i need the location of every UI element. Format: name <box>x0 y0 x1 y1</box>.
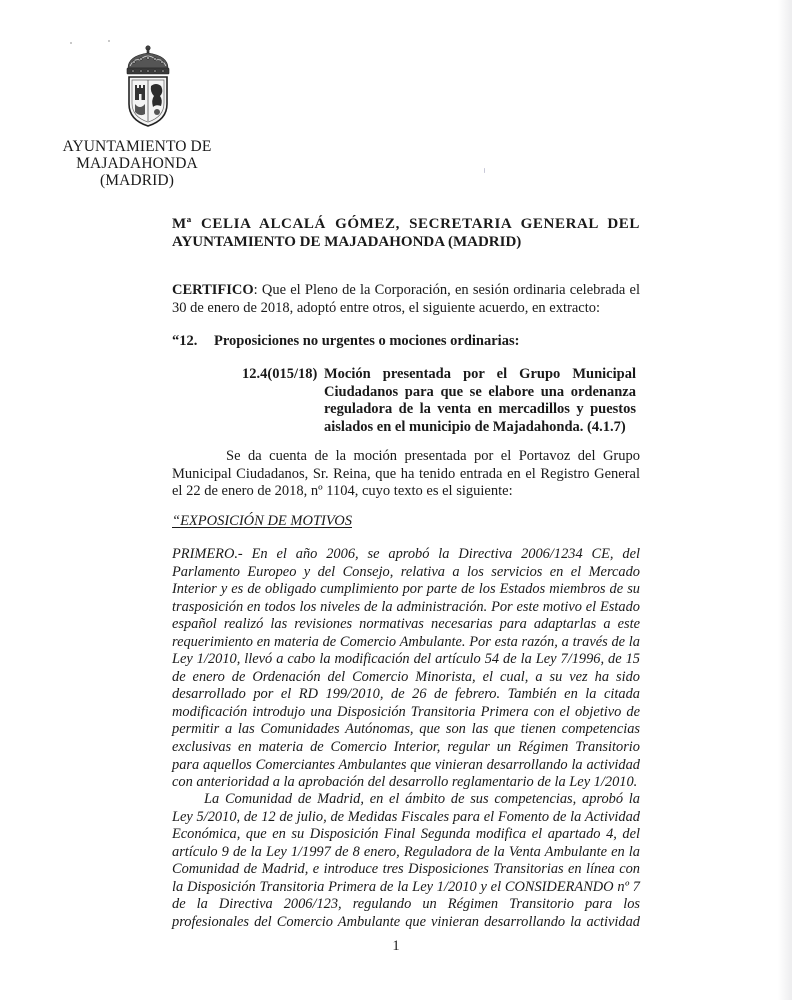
coat-of-arms-icon <box>120 44 176 128</box>
certifico-paragraph <box>172 282 640 317</box>
paragraph-lead: PRIMERO.- <box>172 546 243 562</box>
authority-name <box>62 138 212 189</box>
motion-heading <box>242 366 636 436</box>
heading-line-1: Mª CELIA ALCALÁ GÓMEZ, SECRETARIA GENERAL DEL <box>172 216 640 232</box>
body-paragraph-2: La Comunidad de Madrid, en el ámbito de sus competencias, aprobó la Ley 5/2010, de 12 de julio, de Medidas Fiscales para el Fomento de la Actividad Económica, que en su Disposición Final Segunda modifica el apartado 4, del artículo 9 de la Ley 1/1997 de 8 enero, Reguladora de la Venta Ambulante en la Comunidad de Madrid, e introduce tres Disposiciones Transitorias en línea con la Disposición Transitoria Primera de la Ley 1/2010 y el CONSIDERANDO nº 7 de la Directiva 2006/123, regulando un Régimen Transitorio para los profesionales del Comercio Ambulante que vinieran desarrollando la actividad <box>172 791 640 930</box>
scan-edge-shadow <box>778 0 792 1000</box>
scan-speck <box>108 40 110 42</box>
motion-title-rest: Ciudadanos para que se elabore una ordenanza reguladora de la venta en mercadillos y puestos aislados en el municipio de Majadahonda. (4.1.7) <box>324 383 636 435</box>
motion-title-first-line: Moción presentada por el Grupo Municipal <box>324 366 636 382</box>
scan-speck <box>484 168 485 173</box>
agenda-item-text: Proposiciones no urgentes o mociones ordinarias: <box>214 333 520 349</box>
document-heading <box>172 216 640 251</box>
motion-code: 12.4(015/18) <box>242 366 318 382</box>
intro-paragraph: Se da cuenta de la moción presentada por el Portavoz del Grupo Municipal Ciudadanos, Sr. Reina, que ha tenido entrada en el Registro General el 22 de enero de 2018, nº 1104, cuyo texto es el siguiente: <box>172 448 640 500</box>
certifico-label: CERTIFICO <box>172 282 254 298</box>
scan-speck <box>70 42 72 44</box>
agenda-item-title <box>172 333 640 351</box>
authority-line: MAJADAHONDA <box>76 155 198 172</box>
authority-line: AYUNTAMIENTO DE <box>62 138 212 155</box>
authority-line: (MADRID) <box>100 172 174 189</box>
section-title: “EXPOSICIÓN DE MOTIVOS <box>172 513 352 529</box>
agenda-item-number: “12. <box>172 333 198 349</box>
body-paragraph-1 <box>172 546 640 792</box>
certifico-text: : Que el Pleno de la Corporación, en sesión ordinaria celebrada el 30 de enero de 2018, adoptó entre otros, el siguiente acuerdo, en extracto: <box>172 282 640 316</box>
paragraph-text: En el año 2006, se aprobó la Directiva 2006/1234 CE, del Parlamento Europeo y del Consejo, relativa a los servicios en el Mercado Interior y es de obligado cumplimiento por parte de los Estados miembros de su trasposición en todos los niveles de la administración. Por este motivo el Estado español realizó las revisiones normativas necesarias para adaptarlas a este requerimiento en materia de Comercio Ambulante. Por esta razón, a través de la Ley 1/2010, llevó a cabo la modificación del artículo 54 de la Ley 7/1996, de 15 de enero de Ordenación del Comercio Minorista, el cual, a su vez ha sido desarrollado por el RD 199/2010, de 26 de febrero. También en la citada modificación introdujo una Disposición Transitoria Primera con el objetivo de permitir a las Comunidades Autónomas, que son las que tienen competencias exclusivas en materia de Comercio Interior, regular un Régimen Transitorio para aquellos Comerciantes Ambulantes que vinieran desarrollando la actividad con anterioridad a la aprobación del desarrollo reglamentario de la Ley 1/2010. <box>172 546 640 791</box>
page-number: 1 <box>392 938 400 954</box>
heading-line-2: AYUNTAMIENTO DE MAJADAHONDA (MADRID) <box>172 233 522 250</box>
